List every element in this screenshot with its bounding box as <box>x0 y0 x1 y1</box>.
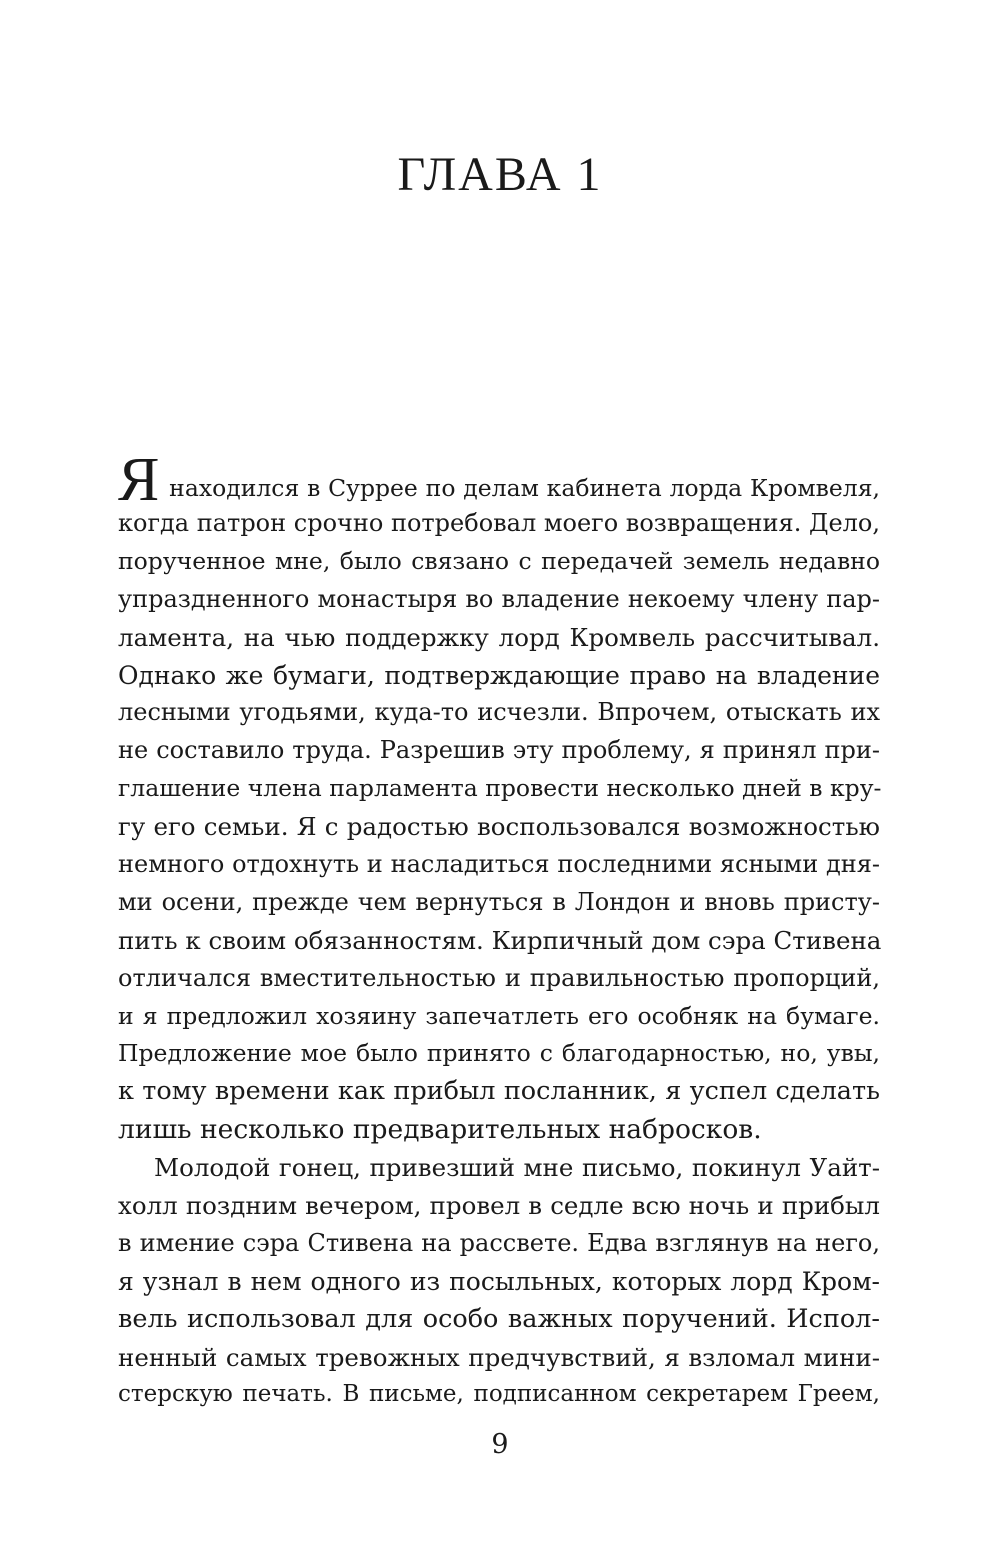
text-line: ми осени, прежде чем вернуться в Лондон и вновь присту- <box>118 887 880 916</box>
text-line: пить к своим обязанностям. Кирпичный дом сэра Стивена <box>118 925 882 955</box>
text-line: гу его семьи. Я с радостью воспользовался возможностью <box>118 812 880 842</box>
drop-cap: Я <box>118 446 160 514</box>
text-line: отличался вместительностью и правильностью пропорций, <box>118 963 880 992</box>
text-line <box>118 446 880 514</box>
text-line: стерскую печать. В письме, подписанном секретарем Греем, <box>118 1381 880 1408</box>
text-line: вель использовал для особо важных поручений. Испол- <box>118 1303 880 1334</box>
text-line: Однако же бумаги, подтверждающие право на владение <box>118 660 880 690</box>
text-line: в имение сэра Стивена на рассвете. Едва взглянув на него, <box>118 1228 880 1257</box>
text-line: порученное мне, было связано с передачей земель недавно <box>118 546 880 575</box>
text-line: ненный самых тревожных предчувствий, я взломал мини- <box>118 1342 880 1372</box>
page-number: 9 <box>491 1429 509 1460</box>
text-line: и я предложил хозяину запечатлеть его особняк на бумаге. <box>118 1001 880 1030</box>
text-line: упраздненного монастыря во владение некоему члену пар- <box>118 584 880 613</box>
text-line: лесными угодьями, куда-то исчезли. Впрочем, отыскать их <box>118 698 880 727</box>
chapter-title: ГЛАВА 1 <box>397 148 603 201</box>
text-line: ламента, на чью поддержку лорд Кромвель рассчитывал. <box>118 622 880 652</box>
body-text <box>118 446 882 1414</box>
text-line: холл поздним вечером, провел в седле всю ночь и прибыл <box>118 1191 880 1221</box>
text-line: не составило труда. Разрешив эту проблему, я принял при- <box>118 736 880 765</box>
text-line: Молодой гонец, привезший мне письмо, покинул Уайт- <box>154 1153 880 1183</box>
first-line-text: находился в Суррее по делам кабинета лорда Кромвеля, <box>161 474 880 502</box>
text-line: к тому времени как прибыл посланник, я успел сделать <box>118 1076 880 1107</box>
text-line: Предложение мое было принято с благодарностью, но, увы, <box>118 1039 880 1068</box>
text-line: я узнал в нем одного из посыльных, которых лорд Кром- <box>118 1266 880 1296</box>
text-line: лишь несколько предварительных набросков. <box>118 1114 762 1146</box>
text-line: глашение члена парламента провести несколько дней в кру- <box>118 774 882 803</box>
text-line: немного отдохнуть и насладиться последними ясными дня- <box>118 850 880 879</box>
text-line: когда патрон срочно потребовал моего возвращения. Дело, <box>118 509 880 537</box>
